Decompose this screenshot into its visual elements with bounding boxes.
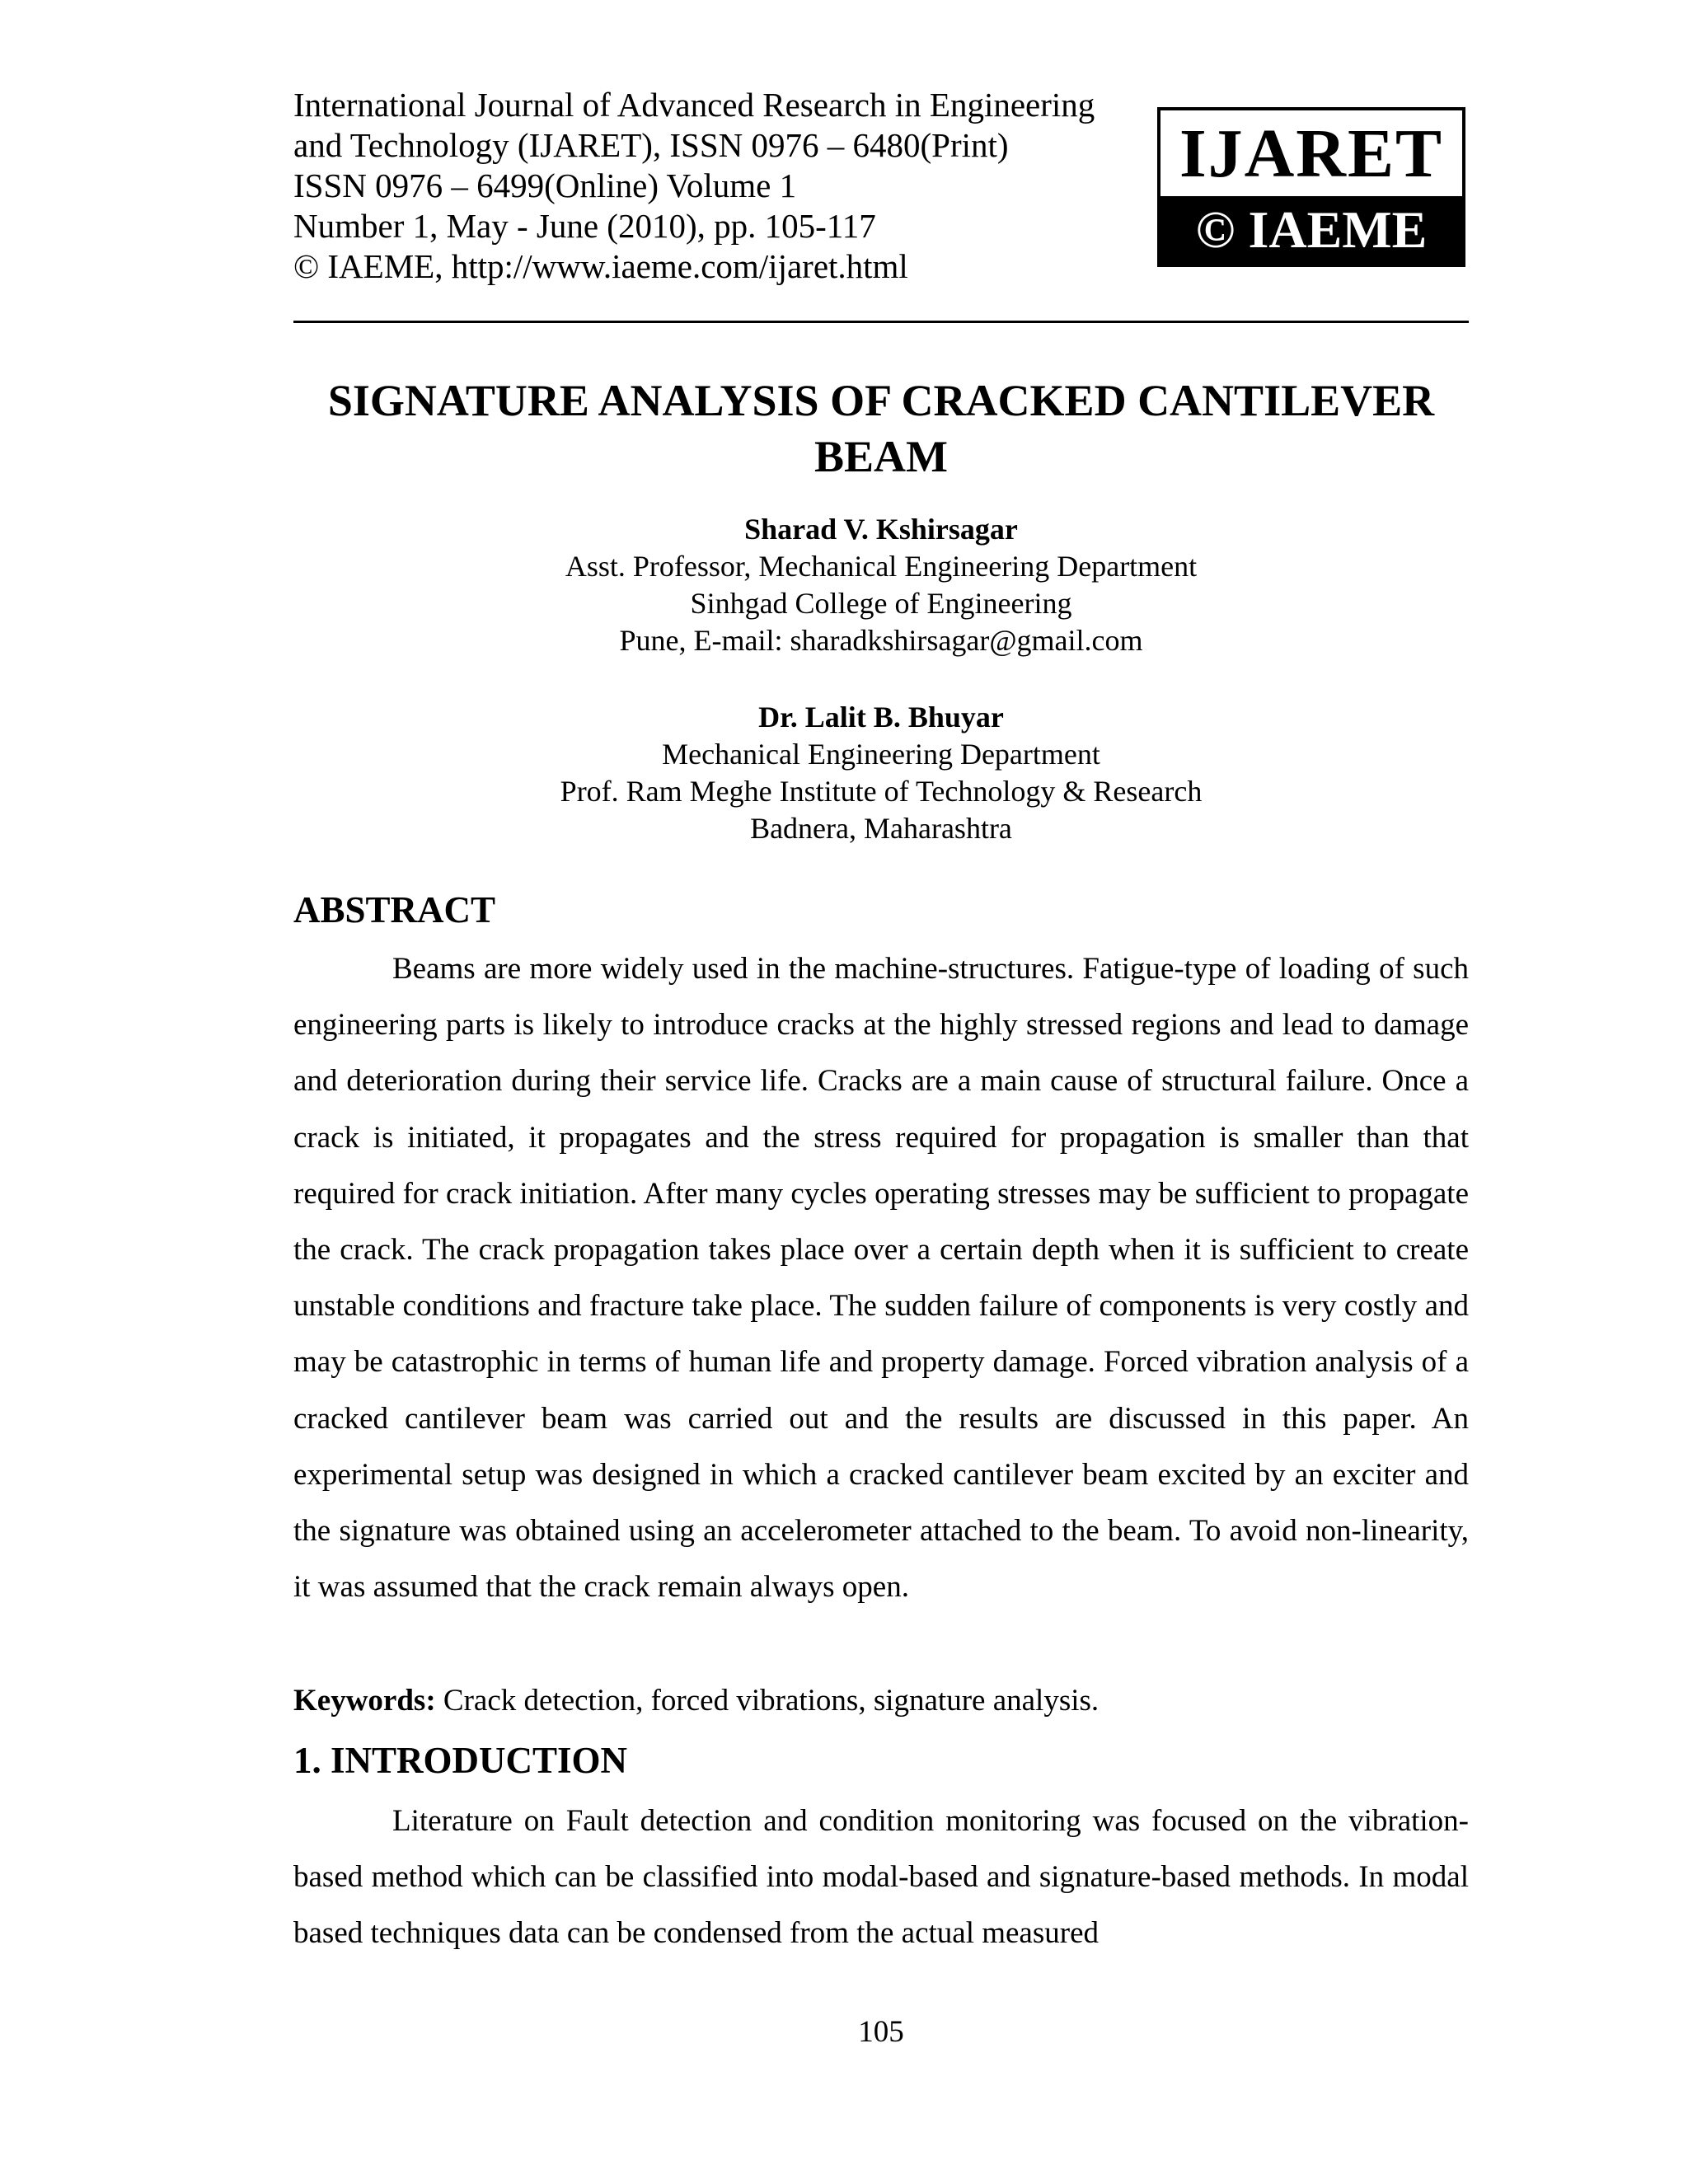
author-affiliation: Sinhgad College of Engineering <box>690 587 1072 620</box>
author-affiliation: Badnera, Maharashtra <box>750 812 1012 845</box>
page-number: 105 <box>858 2015 904 2049</box>
keywords-text: Crack detection, forced vibrations, signature analysis. <box>435 1684 1100 1718</box>
abstract-heading: ABSTRACT <box>293 889 496 930</box>
header-line: © IAEME, http://www.iaeme.com/ijaret.html <box>293 247 908 285</box>
header-line: and Technology (IJARET), ISSN 0976 – 6480(Print) <box>293 126 1009 164</box>
abstract-text: Beams are more widely used in the machine-structures. Fatigue-type of loading of such engineering parts is likely to introduce cracks at the highly stressed regions and lead to damage and deterioration during their service life. Cracks are a main cause of structural failure. Once a crack is initiated, it propagates and the stress required for propagation is smaller than that required for crack initiation. After many cycles operating stresses may be sufficient to propagate the crack. The crack propagation takes place over a certain depth when it is sufficient to create unstable conditions and fracture take place. The sudden failure of components is very costly and may be catastrophic in terms of human life and property damage. Forced vibration analysis of a cracked cantilever beam was carried out and the results are discussed in this paper. An experimental setup was designed in which a cracked cantilever beam excited by an exciter and the signature was obtained using an accelerometer attached to the beam. To avoid non-linearity, it was assumed that the crack remain always open. <box>293 952 1469 1605</box>
journal-header <box>293 85 1151 287</box>
header-divider <box>293 321 1469 323</box>
header-line: Number 1, May - June (2010), pp. 105-117 <box>293 207 876 245</box>
author-block-1 <box>293 511 1469 659</box>
title-line: BEAM <box>814 432 948 481</box>
logo-publisher: © IAEME <box>1160 196 1462 264</box>
logo-title: IJARET <box>1179 115 1444 192</box>
keywords <box>293 1680 1469 1722</box>
author-affiliation: Pune, E-mail: sharadkshirsagar@gmail.com <box>619 624 1143 657</box>
title-line: SIGNATURE ANALYSIS OF CRACKED CANTILEVER <box>327 376 1435 425</box>
author-name: Dr. Lalit B. Bhuyar <box>758 701 1004 733</box>
author-name: Sharad V. Kshirsagar <box>744 513 1018 546</box>
header-line: ISSN 0976 – 6499(Online) Volume 1 <box>293 166 797 204</box>
introduction-text: Literature on Fault detection and condition monitoring was focused on the vibration-based method which can be classified into modal-based and signature-based methods. In modal based techniques data can be condensed from the actual measured <box>293 1804 1469 1951</box>
author-affiliation: Prof. Ram Meghe Institute of Technology & Research <box>560 775 1203 808</box>
header-line: International Journal of Advanced Research in Engineering <box>293 86 1095 124</box>
author-block-2 <box>293 699 1469 847</box>
introduction-heading: 1. INTRODUCTION <box>293 1740 628 1781</box>
paper-title <box>293 373 1469 485</box>
journal-logo <box>1157 107 1465 267</box>
keywords-label: Keywords: <box>293 1684 436 1718</box>
author-affiliation: Asst. Professor, Mechanical Engineering Department <box>565 550 1198 583</box>
author-affiliation: Mechanical Engineering Department <box>662 738 1100 771</box>
